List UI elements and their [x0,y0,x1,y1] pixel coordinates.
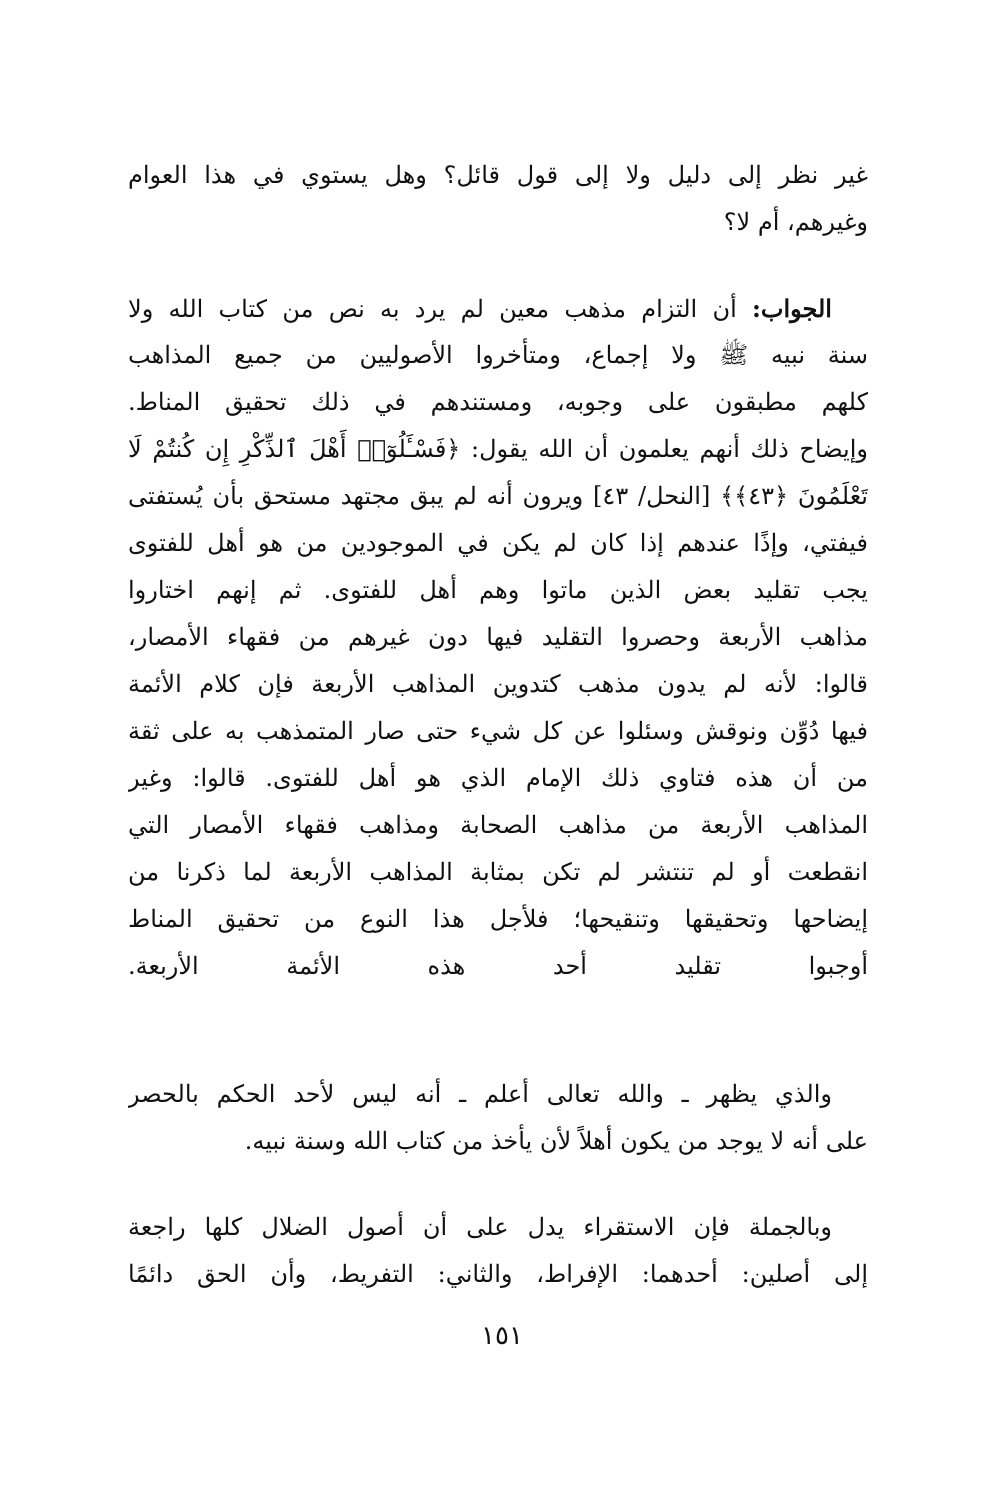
text-line: من أن هذه فتاوي ذلك الإمام الذي هو أهل للفتوى. قالوا: وغير [128,764,868,792]
text-line: أوجبوا تقليد أحد هذه الأئمة الأربعة. [128,952,868,980]
text-line: سنة نبيه ﷺ ولا إجماع، ومتأخروا الأصوليين من جميع المذاهب [128,341,868,369]
text-line: قالوا: لأنه لم يدون مذهب كتدوين المذاهب الأربعة فإن كلام الأئمة [128,670,868,698]
answer-first-line-text: أن التزام مذهب معين لم يرد به نص من كتاب الله ولا [128,295,737,323]
text-line: وبالجملة فإن الاستقراء يدل على أن أصول الضلال كلها راجعة [128,1213,832,1241]
text-line: على أنه لا يوجد من يكون أهلاً لأن يأخذ من كتاب الله وسنة نبيه. [244,1127,868,1155]
text-line: انقطعت أو لم تنتشر لم تكن بمثابة المذاهب الأربعة لما ذكرنا من [128,858,868,886]
text-line: المذاهب الأربعة من مذاهب الصحابة ومذاهب فقهاء الأمصار التي [128,811,868,839]
text-line [128,285,868,332]
text-line: مذاهب الأربعة وحصروا التقليد فيها دون غيرهم من فقهاء الأمصار، [128,623,868,651]
paragraph-question-end [128,152,868,246]
text-line: فيفتي، وإذًا عندهم إذا كان لم يكن في الموجودين من هو أهل للفتوى [128,529,868,557]
text-line: وغيرهم، أم لا؟ [723,208,868,236]
paragraph-answer [128,285,868,1037]
answer-lead-label: الجواب: [751,294,832,323]
page-number: ١٥١ [481,1321,523,1351]
paragraph-opinion [128,1071,868,1165]
text-line: كلهم مطبقون على وجوبه، ومستندهم في ذلك تحقيق المناط. [128,388,868,416]
text-line: إيضاحها وتحقيقها وتنقيحها؛ فلأجل هذا النوع من تحقيق المناط [128,905,868,933]
text-line: غير نظر إلى دليل ولا إلى قول قائل؟ وهل يستوي في هذا العوام [128,161,868,189]
text-line: والذي يظهر ـ والله تعالى أعلم ـ أنه ليس لأحد الحكم بالحصر [128,1080,832,1108]
text-line: يجب تقليد بعض الذين ماتوا وهم أهل للفتوى. ثم إنهم اختاروا [128,576,868,604]
text-line [128,990,868,1037]
text-line: فيها دُوِّن ونوقش وسئلوا عن كل شيء حتى صار المتمذهب به على ثقة [128,717,868,745]
text-line: إلى أصلين: أحدهما: الإفراط، والثاني: التفريط، وأن الحق دائمًا [128,1260,868,1288]
paragraph-conclusion [128,1204,868,1298]
text-line: تَعْلَمُونَ ﴿٤٣﴾﴾ [النحل/ ٤٣] ويرون أنه لم يبق مجتهد مستحق بأن يُستفتى [128,482,868,510]
text-line: وإيضاح ذلك أنهم يعلمون أن الله يقول: ﴿فَسْـَٔلُوٓا۟ أَهْلَ ٱلذِّكْرِ إِن كُنتُمْ لَا [128,435,868,463]
